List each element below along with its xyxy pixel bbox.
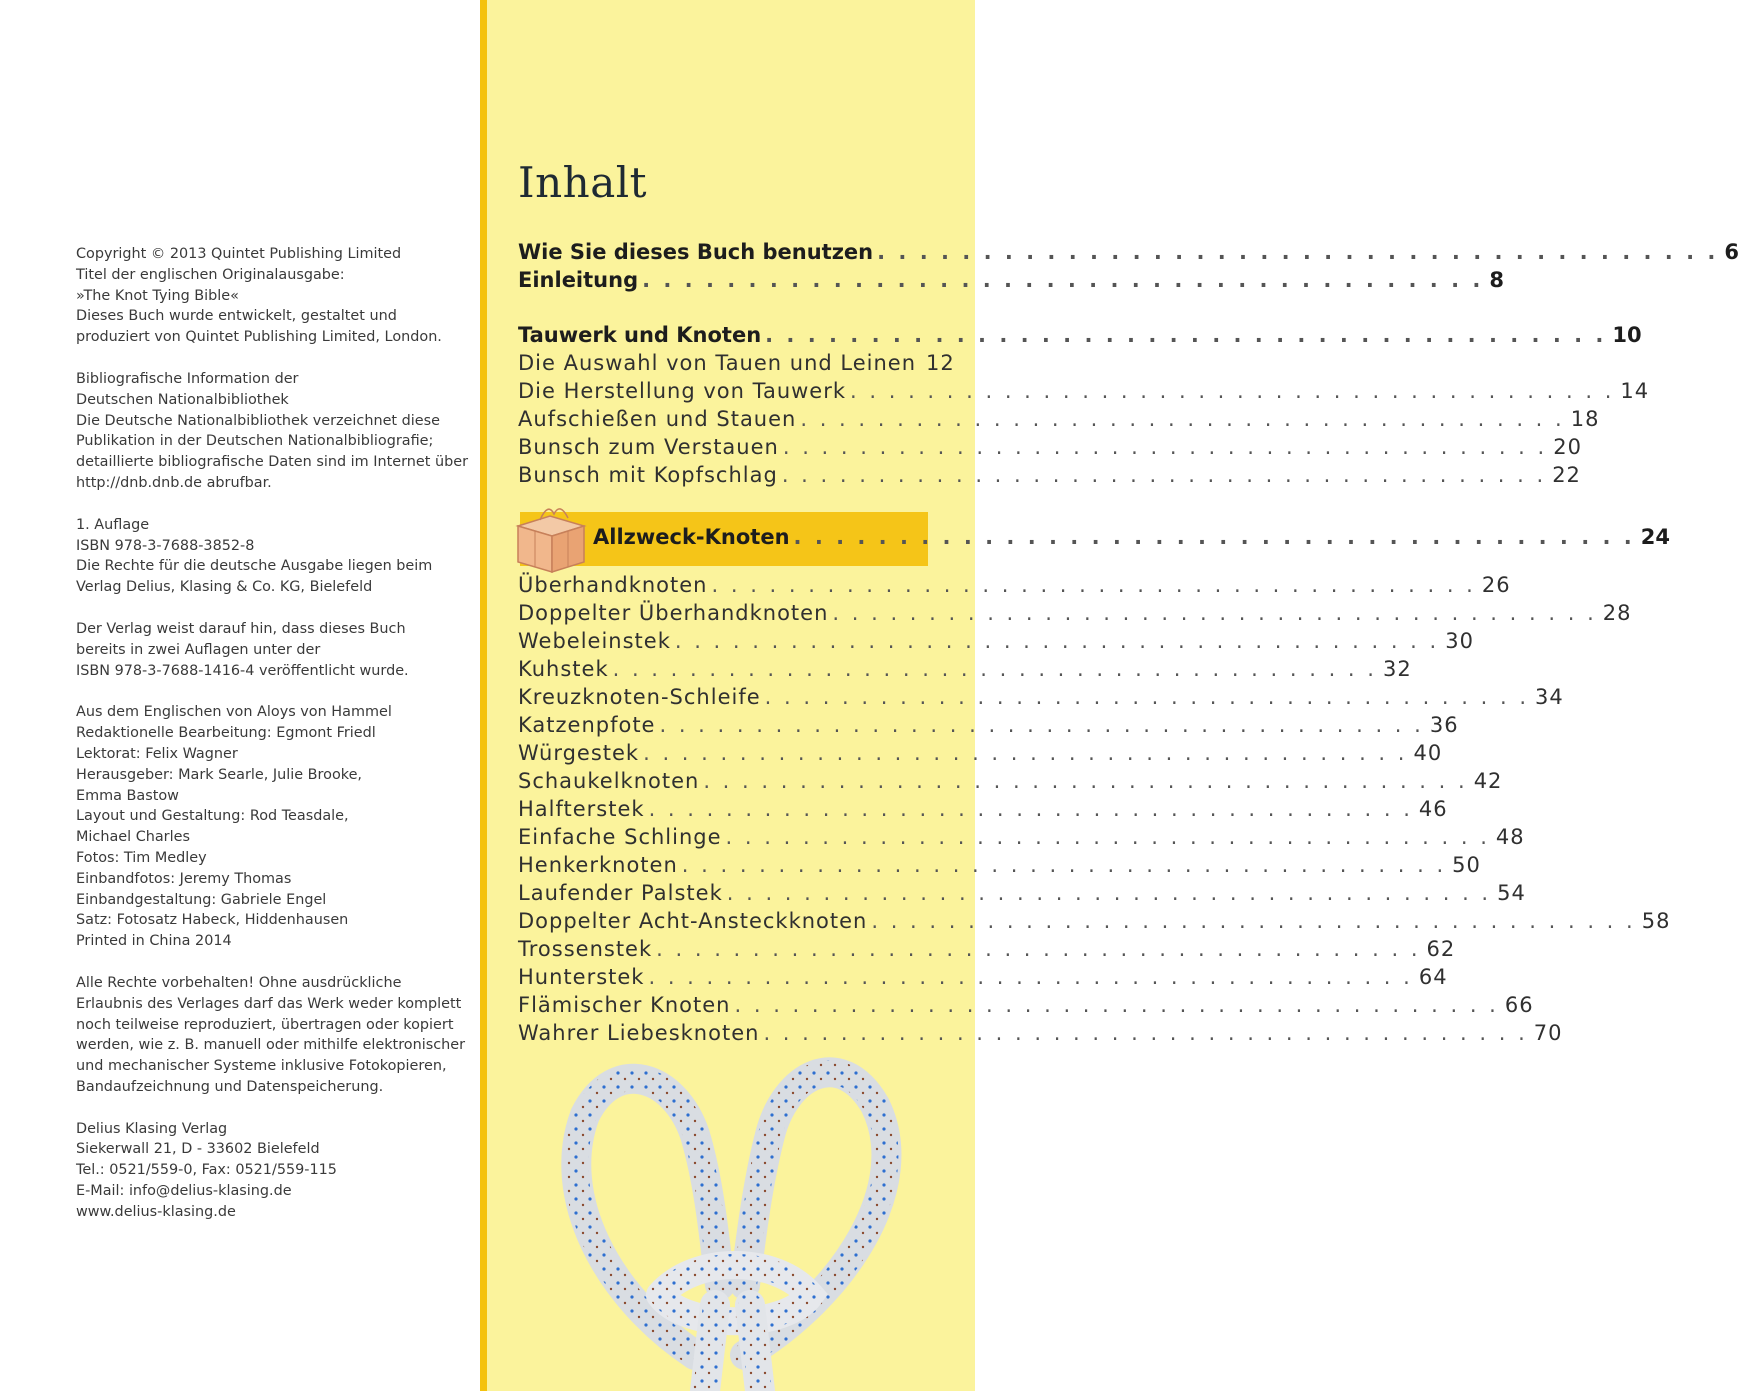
imprint-line: noch teilweise reproduziert, übertragen oder kopiert [76, 1016, 454, 1033]
imprint-line: Herausgeber: Mark Searle, Julie Brooke, [76, 766, 362, 783]
toc-leader-dots: . . . . . . . . . . . . . . . . . . . . . . . . . . . . . . . . . . . . . . . . [763, 1021, 1528, 1045]
imprint-line: http://dnb.dnb.de abrufbar. [76, 474, 272, 491]
imprint-line: produziert von Quintet Publishing Limited, London. [76, 329, 442, 346]
toc-entry-title: Allzweck-Knoten [593, 525, 790, 549]
toc-entry-page: 58 [1641, 909, 1671, 933]
toc-entry[interactable] [518, 769, 1503, 797]
imprint-line: Einbandfotos: Jeremy Thomas [76, 870, 292, 887]
imprint-paragraph [76, 369, 476, 494]
imprint-line: Delius Klasing Verlag [76, 1120, 228, 1137]
toc-entry[interactable] [518, 1021, 1563, 1049]
imprint-line: werden, wie z. B. manuell oder mithilfe elektronischer [76, 1037, 466, 1054]
toc-entry-title: Tauwerk und Knoten [518, 323, 762, 347]
toc-entry-title: Hunterstek [518, 965, 645, 989]
imprint-line: Tel.: 0521/559-0, Fax: 0521/559-115 [76, 1162, 337, 1179]
imprint-line: Aus dem Englischen von Aloys von Hammel [76, 704, 392, 721]
toc-leader-dots: . . . . . . . . . . . . . . . . . . . . . . . . . . . . . . . . . . . . . . . . [681, 853, 1447, 877]
imprint-paragraph [76, 619, 476, 681]
imprint-line: Der Verlag weist darauf hin, dass dieses Buch [76, 620, 406, 637]
toc-entry[interactable] [518, 240, 1739, 268]
toc-entry-page: 64 [1418, 965, 1448, 989]
imprint-line: Erlaubnis des Verlages darf das Werk weder komplett [76, 995, 462, 1012]
imprint-paragraph [76, 702, 476, 952]
toc-entry[interactable] [518, 993, 1534, 1021]
toc-entry-page: 18 [1570, 407, 1600, 431]
toc-entry-title: Bunsch mit Kopfschlag [518, 463, 778, 487]
toc-entry[interactable] [518, 881, 1526, 909]
toc-entry-page: 28 [1602, 601, 1632, 625]
toc-entry-page: 48 [1495, 825, 1525, 849]
imprint-line: 1. Auflage [76, 516, 150, 533]
imprint-line: Verlag Delius, Klasing & Co. KG, Bielefeld [76, 579, 373, 596]
toc-entry-page: 50 [1452, 853, 1481, 877]
toc-entry-title: Flämischer Knoten [518, 993, 731, 1017]
toc-entry-title: Bunsch zum Verstauen [518, 435, 779, 459]
toc-entry-title: Kreuzknoten-Schleife [518, 685, 761, 709]
toc-entry-page: 20 [1553, 435, 1582, 459]
toc-entry[interactable] [518, 435, 1582, 463]
imprint-line: Lektorat: Felix Wagner [76, 745, 238, 762]
imprint-line: Bibliografische Information der [76, 370, 299, 387]
imprint-column [76, 244, 476, 1244]
toc-entry[interactable] [518, 323, 1642, 351]
toc-entry-page: 54 [1497, 881, 1526, 905]
toc-leader-dots: . . . . . . . . . . . . . . . . . . . . . . . . . . . . . . . . . . . . . . . . [643, 741, 1408, 765]
imprint-line: E-Mail: info@delius-klasing.de [76, 1183, 292, 1200]
toc-leader-dots: . . . . . . . . . . . . . . . . . . . . . . . . . . . . . . . . . . . . . . . . [648, 965, 1413, 989]
toc-entry-title: Würgestek [518, 741, 640, 765]
package-box-icon [510, 500, 590, 576]
toc-entry[interactable] [518, 601, 1632, 629]
toc-entry-page: 32 [1382, 657, 1412, 681]
toc-entry[interactable] [518, 713, 1459, 741]
toc-entry-page: 34 [1535, 685, 1564, 709]
toc-leader-dots: . . . . . . . . . . . . . . . . . . . . . . . . . . . . . . . . . . . . . . . . [800, 407, 1565, 431]
toc-leader-dots: . . . . . . . . . . . . . . . . . . . . . . . . . . . . . . . . . . . . . . . . [642, 268, 1484, 292]
toc-entry-page: 8 [1489, 268, 1504, 292]
imprint-paragraph [76, 515, 476, 598]
toc-entry[interactable] [518, 407, 1600, 435]
toc-entry[interactable] [518, 797, 1448, 825]
toc-entry-page: 46 [1418, 797, 1448, 821]
toc-entry[interactable] [593, 525, 1670, 553]
imprint-line: Satz: Fotosatz Habeck, Hiddenhausen [76, 912, 349, 929]
toc-leader-dots: . . . . . . . . . . . . . . . . . . . . . . . . . . . . . . . . . . . . . . . . [782, 435, 1548, 459]
toc-entry-page: 62 [1426, 937, 1456, 961]
toc-entry-page: 70 [1533, 1021, 1563, 1045]
imprint-paragraph [76, 973, 476, 1098]
toc-entry-title: Einleitung [518, 268, 639, 292]
toc-leader-dots: . . . . . . . . . . . . . . . . . . . . . . . . . . . . . . . . . . . . . . . . [711, 573, 1476, 597]
toc-entry-title: Laufender Palstek [518, 881, 723, 905]
toc-entry[interactable] [518, 657, 1412, 685]
imprint-paragraph [76, 244, 476, 348]
toc-entry[interactable] [518, 965, 1448, 993]
toc-leader-dots: . . . . . . . . . . . . . . . . . . . . . . . . . . . . . . . . . . . . . . . . [648, 797, 1413, 821]
toc-entry-title: Henkerknoten [518, 853, 678, 877]
imprint-line: Printed in China 2014 [76, 933, 232, 950]
toc-entry-page: 42 [1473, 769, 1503, 793]
imprint-line: Redaktionelle Bearbeitung: Egmont Friedl [76, 725, 376, 742]
toc-entry[interactable] [518, 937, 1456, 965]
toc-entry-title: Trossenstek [518, 937, 653, 961]
toc-entry-title: Doppelter Acht-Ansteckknoten [518, 909, 868, 933]
toc-entry[interactable] [518, 379, 1650, 407]
toc-entry[interactable] [518, 463, 1581, 491]
toc-entry[interactable] [518, 853, 1481, 881]
toc-entry-title: Überhandknoten [518, 573, 708, 597]
toc-entry-page: 12 [926, 351, 955, 375]
imprint-line: »The Knot Tying Bible« [76, 287, 239, 304]
toc-leader-dots: . . . . . . . . . . . . . . . . . . . . . . . . . . . . . . . . . . . . . . . . [832, 601, 1597, 625]
toc-leader-dots: . . . . . . . . . . . . . . . . . . . . . . . . . . . . . . . . . . . . . . . . [659, 713, 1424, 737]
toc-entry[interactable] [518, 741, 1443, 769]
toc-title: Inhalt [518, 158, 648, 207]
toc-accent-bar [480, 0, 487, 1391]
toc-entry-title: Halfterstek [518, 797, 645, 821]
toc-leader-dots: . . . . . . . . . . . . . . . . . . . . . . . . . . . . . . . . . . . . . . . . [764, 685, 1530, 709]
imprint-line: Einbandgestaltung: Gabriele Engel [76, 891, 327, 908]
imprint-line: Layout und Gestaltung: Rod Teasdale, [76, 808, 349, 825]
toc-leader-dots: . . . . . . . . . . . . . . . . . . . . . . . . . . . . . . . . . . . . . . . . [765, 323, 1607, 347]
imprint-line: Titel der englischen Originalausgabe: [76, 266, 345, 283]
imprint-line: Alle Rechte vorbehalten! Ohne ausdrückliche [76, 974, 402, 991]
toc-leader-dots: . . . . . . . . . . . . . . . . . . . . . . . . . . . . . . . . . . . . . . . . [871, 909, 1636, 933]
imprint-paragraph [76, 1119, 476, 1223]
toc-entry-page: 22 [1552, 463, 1581, 487]
toc-entry-title: Schaukelknoten [518, 769, 700, 793]
imprint-line: Bandaufzeichnung und Datenspeicherung. [76, 1078, 384, 1095]
toc-entry-title: Aufschießen und Stauen [518, 407, 797, 431]
imprint-line: www.delius-klasing.de [76, 1203, 236, 1220]
toc-leader-dots: . . . . . . . . . . . . . . . . . . . . . . . . . . . . . . . . . . . . . . . . [612, 657, 1377, 681]
imprint-line: detaillierte bibliografische Daten sind im Internet über [76, 454, 468, 471]
toc-leader-dots: . . . . . . . . . . . . . . . . . . . . . . . . . . . . . . . . . . . . . . . . [877, 240, 1719, 264]
toc-entry[interactable] [518, 825, 1525, 853]
toc-entry-page: 30 [1445, 629, 1474, 653]
toc-leader-dots: . . . . . . . . . . . . . . . . . . . . . . . . . . . . . . . . . . . . . . . . [674, 629, 1440, 653]
imprint-line: ISBN 978-3-7688-1416-4 veröffentlicht wurde. [76, 662, 409, 679]
toc-entry-title: Katzenpfote [518, 713, 656, 737]
toc-entry-title: Die Herstellung von Tauwerk [518, 379, 847, 403]
toc-entry-title: Doppelter Überhandknoten [518, 601, 829, 625]
toc-entry-page: 40 [1413, 741, 1443, 765]
imprint-line: Michael Charles [76, 829, 190, 846]
imprint-line: Publikation in der Deutschen Nationalbibliografie; [76, 433, 434, 450]
imprint-line: und mechanischer Systeme inklusive Fotokopieren, [76, 1058, 447, 1075]
toc-entry-title: Die Auswahl von Tauen und Leinen [518, 351, 917, 375]
imprint-line: Emma Bastow [76, 787, 179, 804]
toc-leader-dots: . . . . . . . . . . . . . . . . . . . . . . . . . . . . . . . . . . . . . . . . [725, 825, 1490, 849]
toc-entry-title: Wahrer Liebesknoten [518, 1021, 760, 1045]
toc-leader-dots: . . . . . . . . . . . . . . . . . . . . . . . . . . . . . . . . . . . . . . . . [656, 937, 1421, 961]
toc-leader-dots: . . . . . . . . . . . . . . . . . . . . . . . . . . . . . . . . . . . . . . . . [726, 881, 1492, 905]
imprint-line: Copyright © 2013 Quintet Publishing Limited [76, 246, 402, 262]
toc-leader-dots: . . . . . . . . . . . . . . . . . . . . . . . . . . . . . . . . . . . . . . . . [850, 379, 1615, 403]
toc-entry-title: Kuhstek [518, 657, 609, 681]
toc-leader-dots: . . . . . . . . . . . . . . . . . . . . . . . . . . . . . . . . . . . . . . . . [703, 769, 1468, 793]
toc-entry-page: 10 [1612, 323, 1642, 347]
toc-entry-title: Einfache Schlinge [518, 825, 722, 849]
toc-entry[interactable] [518, 909, 1671, 937]
imprint-line: ISBN 978-3-7688-3852-8 [76, 537, 255, 554]
toc-entry-title: Wie Sie dieses Buch benutzen [518, 240, 874, 264]
toc-entry-page: 66 [1504, 993, 1534, 1017]
toc-leader-dots: . . . . . . . . . . . . . . . . . . . . . . . . . . . . . . . . . . . . . . . . [781, 463, 1547, 487]
toc-entry-title: Webeleinstek [518, 629, 671, 653]
toc-entry[interactable] [518, 573, 1511, 601]
toc-entry[interactable] [518, 351, 955, 379]
toc-entry[interactable] [518, 629, 1474, 657]
toc-entry-page: 36 [1429, 713, 1459, 737]
imprint-line: Fotos: Tim Medley [76, 849, 207, 866]
toc-entry[interactable] [518, 268, 1504, 296]
toc-entry-page: 24 [1640, 525, 1670, 549]
imprint-line: Deutschen Nationalbibliothek [76, 391, 289, 408]
toc-entry[interactable] [518, 685, 1564, 713]
toc-entry-page: 26 [1481, 573, 1511, 597]
toc-entry-page: 14 [1620, 379, 1650, 403]
imprint-line: Dieses Buch wurde entwickelt, gestaltet und [76, 308, 397, 325]
imprint-line: Die Deutsche Nationalbibliothek verzeichnet diese [76, 412, 440, 429]
imprint-line: Siekerwall 21, D - 33602 Bielefeld [76, 1141, 320, 1158]
toc-leader-dots: . . . . . . . . . . . . . . . . . . . . . . . . . . . . . . . . . . . . . . . . [793, 525, 1635, 549]
imprint-line: bereits in zwei Auflagen unter der [76, 641, 321, 658]
imprint-line: Die Rechte für die deutsche Ausgabe liegen beim [76, 558, 433, 575]
toc-entry-page: 6 [1724, 240, 1739, 264]
rope-knot-image [545, 1055, 925, 1391]
toc-leader-dots: . . . . . . . . . . . . . . . . . . . . . . . . . . . . . . . . . . . . . . . . [734, 993, 1499, 1017]
